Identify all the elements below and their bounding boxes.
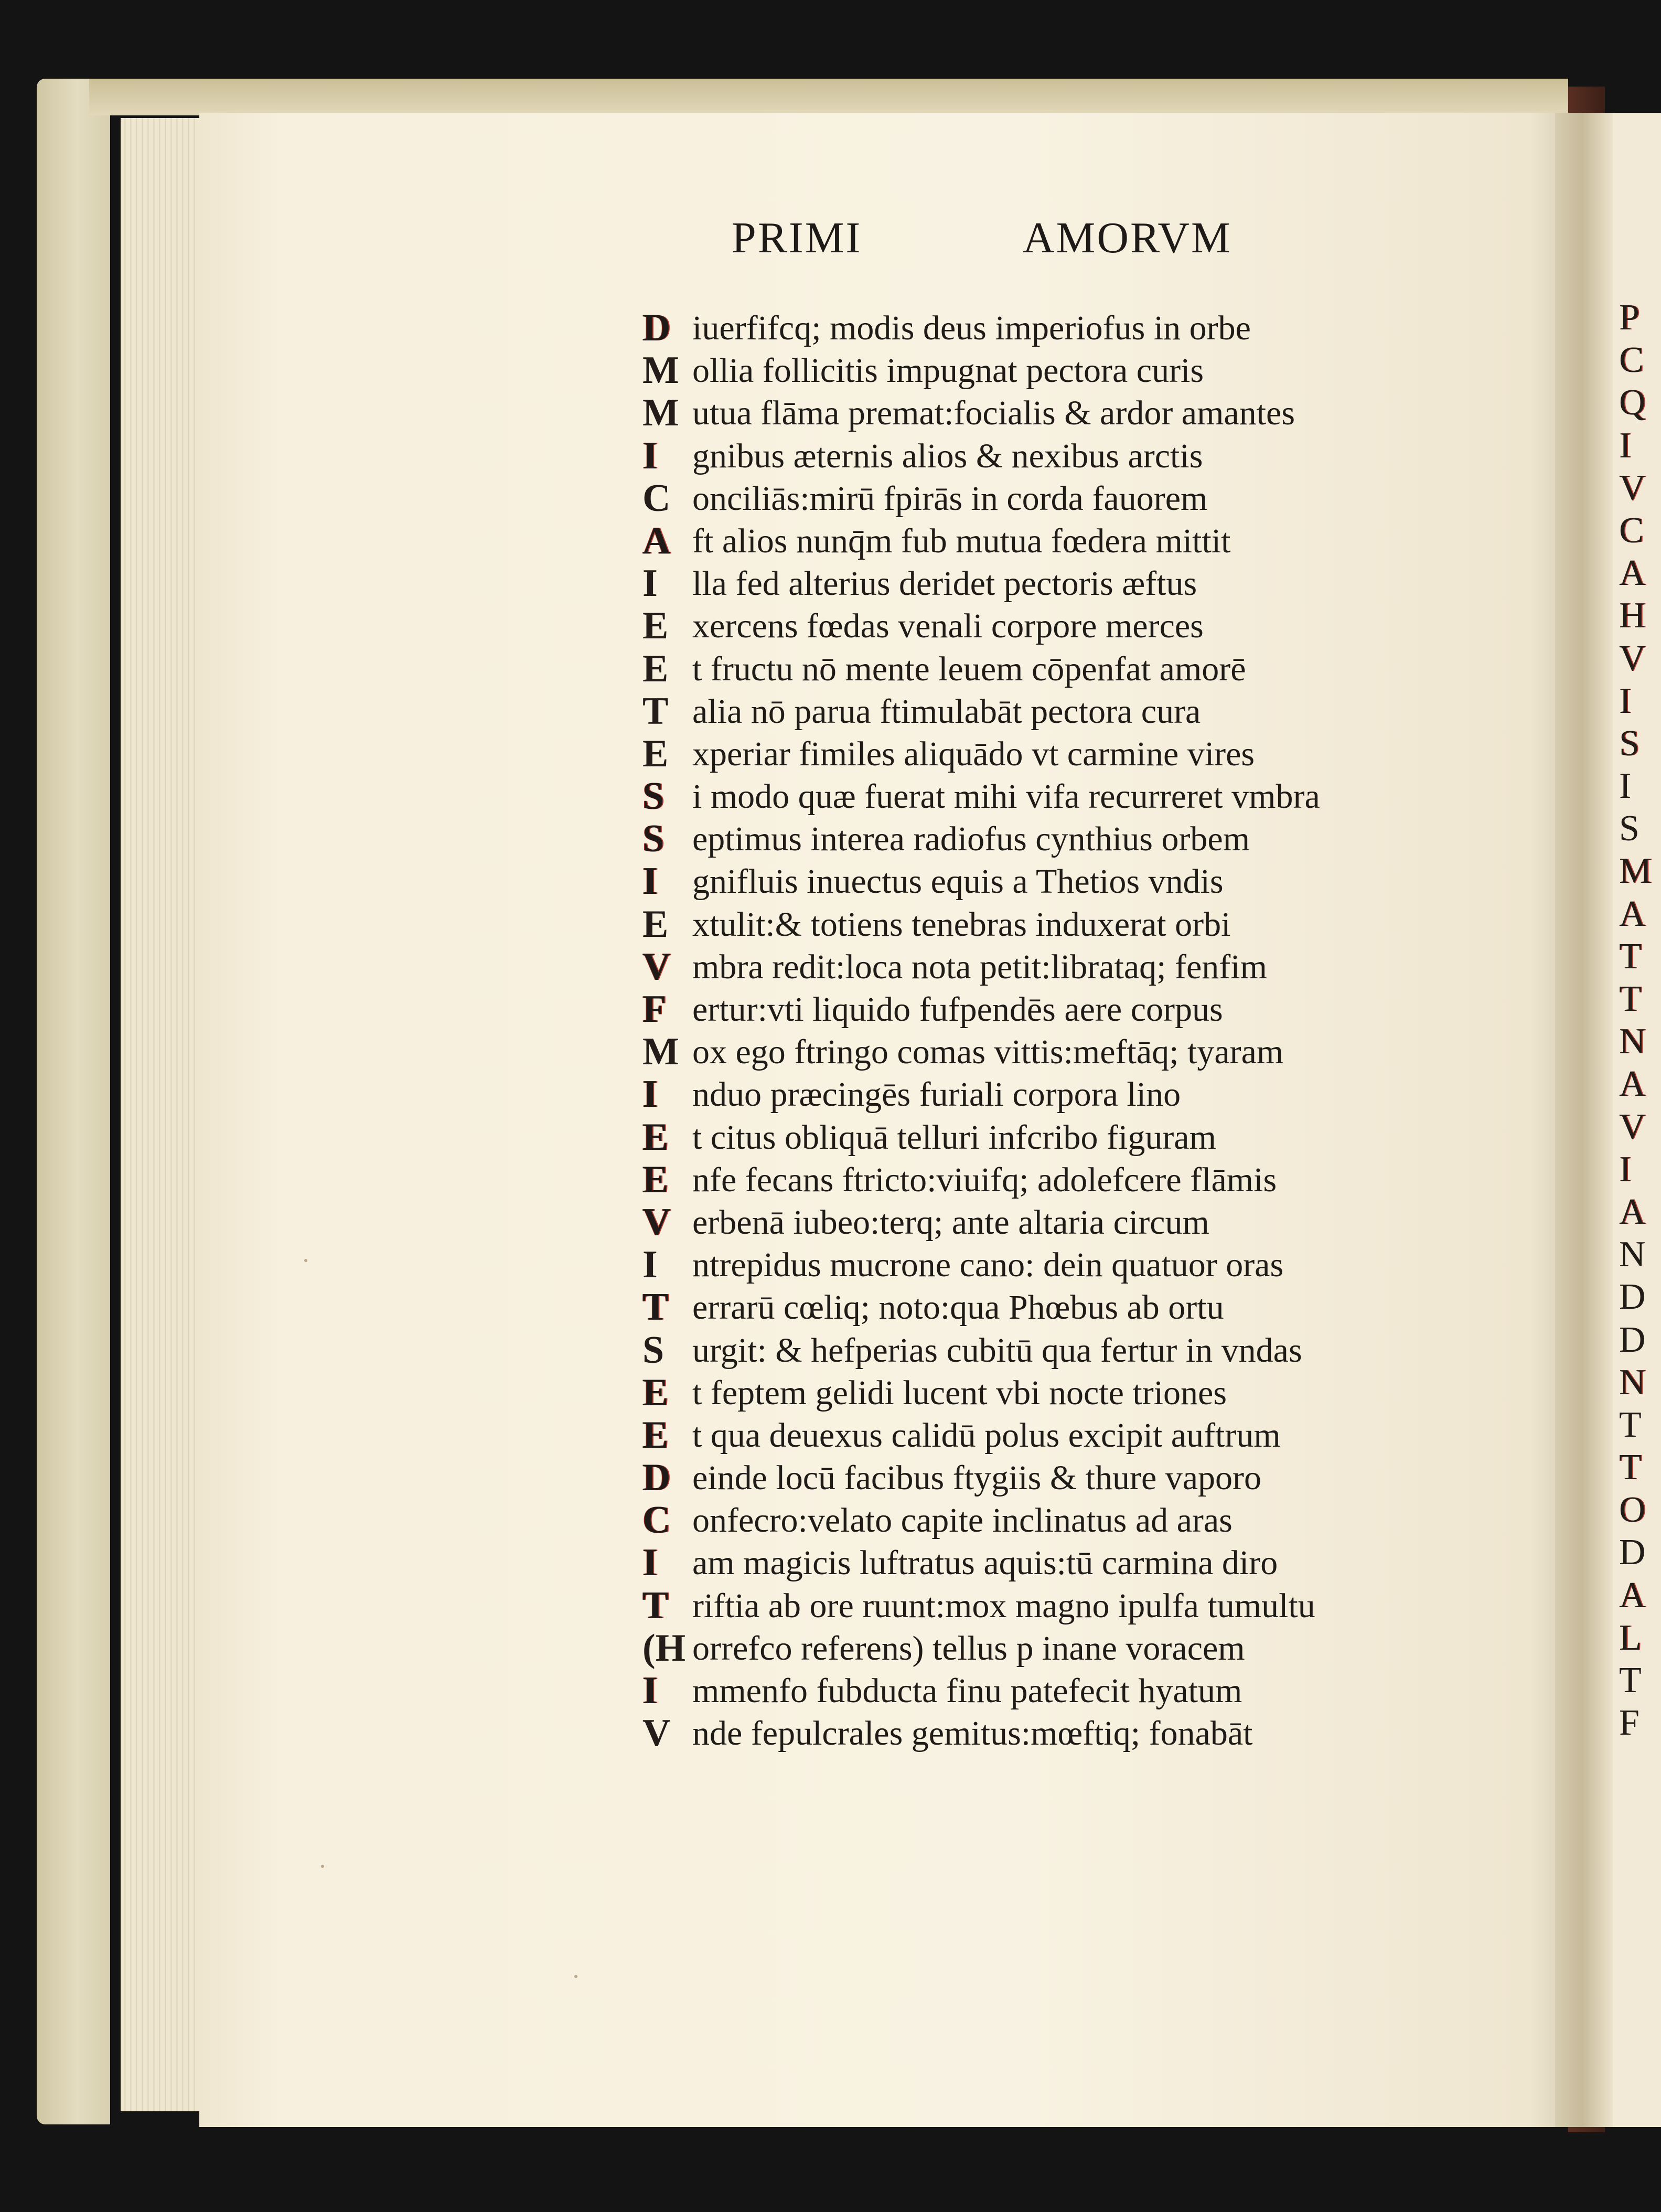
facing-page-initial: S: [1619, 723, 1639, 764]
book-cover-left: [37, 79, 110, 2124]
verse-line-text: utua flāma premat:focialis & ardor amantes: [692, 394, 1295, 433]
verse-line-text: xperiar fimiles aliquādo vt carmine vires: [692, 734, 1255, 773]
facing-page-initial: A: [1619, 1064, 1646, 1105]
facing-page-initial: V: [1619, 638, 1646, 679]
verse-initial: C: [642, 1499, 671, 1542]
verse-line-text: alia nō parua ftimulabāt pectora cura: [692, 692, 1201, 731]
verse-initial: T: [642, 1286, 669, 1329]
facing-page-initial: N: [1619, 1234, 1646, 1275]
verse-line-text: mmenfo fubducta finu patefecit hyatum: [692, 1672, 1242, 1710]
verse-line: [642, 392, 1320, 434]
verse-line: [642, 1627, 1320, 1670]
verse-initial: M: [642, 1030, 679, 1074]
facing-page-initial: D: [1619, 1277, 1646, 1318]
facing-page-initial: I: [1619, 766, 1632, 807]
verse-initial: D: [642, 1456, 671, 1500]
verse-initial: I: [642, 860, 658, 903]
verse-initial: I: [642, 1073, 658, 1116]
verse-line-text: ox ego ftringo comas vittis:meftāq; tyaram: [692, 1033, 1284, 1072]
verse-line-text: t feptem gelidi lucent vbi nocte triones: [692, 1373, 1227, 1412]
facing-page-initial: A: [1619, 1575, 1646, 1616]
facing-page-initial: L: [1619, 1617, 1642, 1658]
facing-page-initial: M: [1619, 851, 1652, 892]
verse-line-text: ertur:vti liquido fufpendēs aere corpus: [692, 990, 1223, 1029]
verse-line-text: mbra redit:loca nota petit:librataq; fenfim: [692, 947, 1267, 986]
verse-initial: I: [642, 434, 658, 477]
verse-line: [642, 1372, 1320, 1414]
verse-text-block: [642, 307, 1320, 1755]
facing-page-initial: N: [1619, 1362, 1646, 1403]
verse-initial: C: [642, 476, 671, 520]
book-cover-top: [89, 79, 1568, 115]
verse-line-text: gnifluis inuectus equis a Thetios vndis: [692, 862, 1224, 901]
verse-initial: V: [642, 945, 671, 988]
facing-page-initial: H: [1619, 595, 1646, 636]
verse-line: [642, 605, 1320, 647]
verse-line-text: einde locū facibus ftygiis & thure vaporo: [692, 1459, 1262, 1498]
facing-page: [1613, 113, 1661, 2127]
verse-line: [642, 1414, 1320, 1457]
verse-line-text: erbenā iubeo:terq; ante altaria circum: [692, 1203, 1209, 1242]
verse-line: [642, 690, 1320, 733]
facing-page-initial: V: [1619, 467, 1646, 508]
facing-page-initial: T: [1619, 936, 1642, 977]
verse-line: [642, 1670, 1320, 1712]
verse-initial: E: [642, 1413, 669, 1457]
verse-initial: M: [642, 349, 679, 392]
verse-line: [642, 477, 1320, 520]
verse-initial: I: [642, 1669, 658, 1712]
book-gutter: [1555, 113, 1615, 2127]
facing-page-initial: T: [1619, 1660, 1642, 1701]
paper-speck: [574, 1975, 577, 1978]
facing-page-initial: I: [1619, 425, 1632, 466]
facing-page-initial: I: [1619, 1149, 1632, 1190]
facing-page-initial: T: [1619, 1404, 1642, 1445]
verse-line-text: ft alios nunq̄m fub mutua fœdera mittit: [692, 521, 1231, 560]
verse-line: [642, 903, 1320, 946]
facing-page-initial: N: [1619, 1021, 1646, 1062]
verse-line: [642, 307, 1320, 349]
verse-initial: I: [642, 1541, 658, 1585]
facing-page-initial: S: [1619, 808, 1639, 849]
verse-line-text: onfecro:velato capite inclinatus ad aras: [692, 1501, 1233, 1540]
facing-page-initial: V: [1619, 1106, 1646, 1147]
verse-line: [642, 349, 1320, 392]
verse-line-text: t fructu nō mente leuem cōpenfat amorē: [692, 649, 1246, 688]
verse-line-text: t qua deuexus calidū polus excipit auftrum: [692, 1416, 1281, 1455]
verse-line: [642, 1329, 1320, 1372]
verse-line: [642, 520, 1320, 562]
facing-page-initial: I: [1619, 680, 1632, 721]
facing-page-initial: C: [1619, 510, 1644, 551]
verse-line-text: am magicis luftratus aquis:tū carmina diro: [692, 1544, 1278, 1583]
verse-line: [642, 648, 1320, 690]
facing-page-initial: A: [1619, 1191, 1646, 1232]
verse-initial: A: [642, 519, 671, 562]
verse-line-text: i modo quæ fuerat mihi vifa recurreret vmbra: [692, 777, 1320, 816]
verse-line-text: iuerfifcq; modis deus imperiofus in orbe: [692, 309, 1251, 347]
verse-line-text: xtulit:& totiens tenebras induxerat orbi: [692, 905, 1231, 944]
verse-line-text: lla fed alterius deridet pectoris æftus: [692, 564, 1197, 603]
verse-line: [642, 1159, 1320, 1201]
verse-initial: E: [642, 1158, 669, 1201]
verse-initial: D: [642, 306, 671, 349]
verse-line: [642, 775, 1320, 818]
verse-line-text: nduo præcingēs furiali corpora lino: [692, 1075, 1181, 1114]
facing-page-initial: F: [1619, 1703, 1639, 1744]
paper-speck: [321, 1865, 324, 1868]
facing-page-initial: C: [1619, 340, 1644, 381]
verse-line: [642, 946, 1320, 988]
verse-line-text: eptimus interea radiofus cynthius orbem: [692, 820, 1250, 859]
verse-line: [642, 733, 1320, 775]
facing-page-initial: T: [1619, 979, 1642, 1019]
verse-line: [642, 1286, 1320, 1329]
verse-line-text: riftia ab ore ruunt:mox magno ipulfa tumultu: [692, 1586, 1315, 1625]
verse-line-text: orrefco referens) tellus p inane voracem: [692, 1629, 1245, 1668]
verse-initial: E: [642, 604, 669, 648]
verse-line-text: ntrepidus mucrone cano: dein quatuor oras: [692, 1246, 1284, 1285]
verse-initial: F: [642, 988, 667, 1031]
verse-initial: (H: [642, 1626, 686, 1670]
facing-page-initial: O: [1619, 1490, 1646, 1531]
verse-line: [642, 818, 1320, 860]
verse-initial: V: [642, 1200, 671, 1244]
verse-line-text: onciliās:mirū fpirās in corda fauorem: [692, 479, 1208, 518]
verse-line-text: nde fepulcrales gemitus:mœftiq; fonabāt: [692, 1714, 1253, 1753]
facing-page-initial: A: [1619, 893, 1646, 934]
facing-page-initial: Q: [1619, 382, 1646, 423]
verse-line: [642, 1712, 1320, 1755]
verse-line: [642, 435, 1320, 477]
verse-initial: S: [642, 775, 665, 818]
facing-page-initial: T: [1619, 1447, 1642, 1488]
facing-page-initial: P: [1619, 297, 1639, 338]
verse-initial: V: [642, 1712, 671, 1755]
verse-line-text: gnibus æternis alios & nexibus arctis: [692, 436, 1203, 475]
verse-initial: E: [642, 732, 669, 775]
verse-initial: E: [642, 1115, 669, 1159]
verse-line: [642, 1201, 1320, 1244]
verse-initial: T: [642, 689, 669, 733]
verse-line: [642, 1499, 1320, 1542]
running-head-left: PRIMI: [732, 213, 862, 262]
verse-line: [642, 562, 1320, 605]
verse-line: [642, 1073, 1320, 1116]
verse-line: [642, 1542, 1320, 1584]
verse-line-text: urgit: & hefperias cubitū qua fertur in vndas: [692, 1331, 1302, 1370]
running-head-right: AMORVM: [1023, 213, 1232, 262]
verse-line: [642, 1585, 1320, 1627]
verse-line: [642, 1031, 1320, 1073]
verse-line-text: errarū cœliq; noto:qua Phœbus ab ortu: [692, 1288, 1224, 1327]
verse-line: [642, 988, 1320, 1031]
verse-line-text: xercens fœdas venali corpore merces: [692, 607, 1204, 646]
verse-line: [642, 1116, 1320, 1159]
verse-line-text: t citus obliquā telluri infcribo figuram: [692, 1118, 1216, 1157]
verse-line: [642, 860, 1320, 903]
facing-page-initial: D: [1619, 1319, 1646, 1360]
facing-page-initials: [1619, 296, 1652, 1744]
verse-initial: S: [642, 1328, 665, 1372]
verse-initial: I: [642, 1243, 658, 1287]
verse-line: [642, 1457, 1320, 1499]
facing-page-initial: A: [1619, 553, 1646, 594]
facing-page-initial: D: [1619, 1532, 1646, 1573]
verse-initial: S: [642, 817, 665, 861]
verse-line: [642, 1244, 1320, 1286]
verse-initial: I: [642, 562, 658, 605]
paper-speck: [304, 1259, 307, 1262]
verse-initial: E: [642, 1371, 669, 1414]
verse-initial: T: [642, 1584, 669, 1627]
verse-initial: E: [642, 902, 669, 946]
verse-initial: E: [642, 647, 669, 690]
verse-initial: M: [642, 391, 679, 435]
verse-line-text: nfe fecans ftricto:viuifq; adolefcere flāmis: [692, 1160, 1277, 1199]
verse-line-text: ollia follicitis impugnat pectora curis: [692, 351, 1204, 390]
